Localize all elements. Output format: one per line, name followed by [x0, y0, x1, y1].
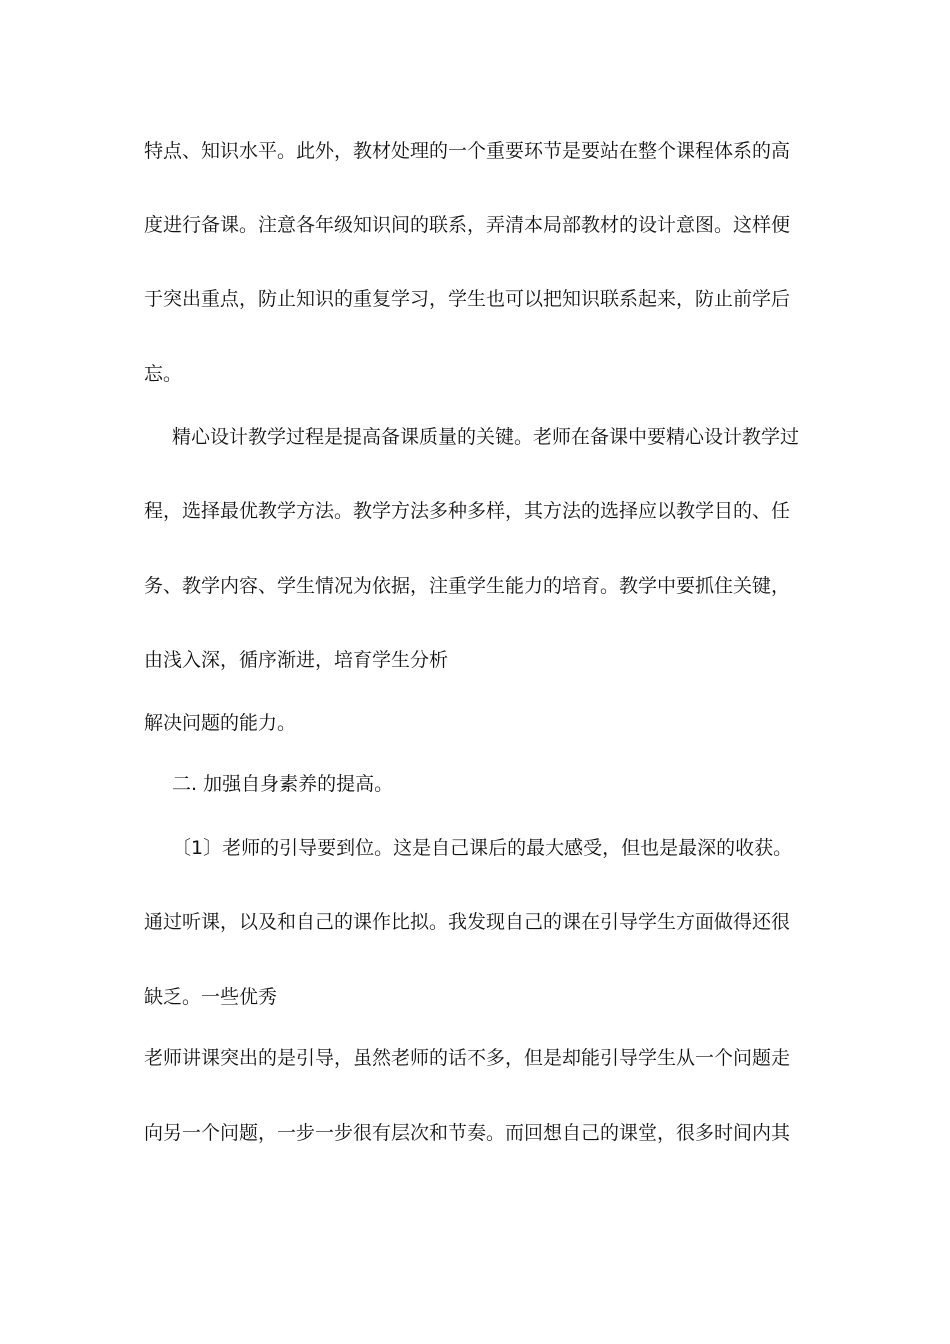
text-line: 缺乏。一些优秀 — [144, 986, 278, 1008]
paragraph-start-line: 〔1〕老师的引导要到位。这是自己课后的最大感受，但也是最深的收获。 — [172, 837, 793, 859]
text-line: 向另一个问题，一步一步很有层次和节奏。而回想自己的课堂，很多时间内其 — [144, 1122, 791, 1144]
text-line: 解决问题的能力。 — [144, 712, 297, 734]
text-line: 老师讲课突出的是引导，虽然老师的话不多，但是却能引导学生从一个问题走 — [144, 1047, 791, 1069]
text-line: 程，选择最优教学方法。教学方法多种多样，其方法的选择应以教学目的、任 — [144, 500, 791, 522]
paragraph-start-line: 精心设计教学过程是提高备课质量的关键。老师在备课中要精心设计教学过 — [172, 426, 800, 448]
text-line: 由浅入深，循序渐进，培育学生分析 — [144, 649, 449, 671]
text-line: 务、教学内容、学生情况为依据，注重学生能力的培育。教学中要抓住关键， — [144, 575, 791, 597]
text-line: 通过听课，以及和自己的课作比拟。我发现自己的课在引导学生方面做得还很 — [144, 911, 791, 933]
text-line: 特点、知识水平。此外，教材处理的一个重要环节是要站在整个课程体系的高 — [144, 140, 791, 162]
text-line: 于突出重点，防止知识的重复学习，学生也可以把知识联系起来，防止前学后 — [144, 288, 791, 310]
section-heading: 二. 加强自身素养的提高。 — [172, 773, 394, 795]
text-line: 度进行备课。注意各年级知识间的联系，弄清本局部教材的设计意图。这样便 — [144, 214, 791, 236]
text-line: 忘。 — [144, 363, 183, 385]
